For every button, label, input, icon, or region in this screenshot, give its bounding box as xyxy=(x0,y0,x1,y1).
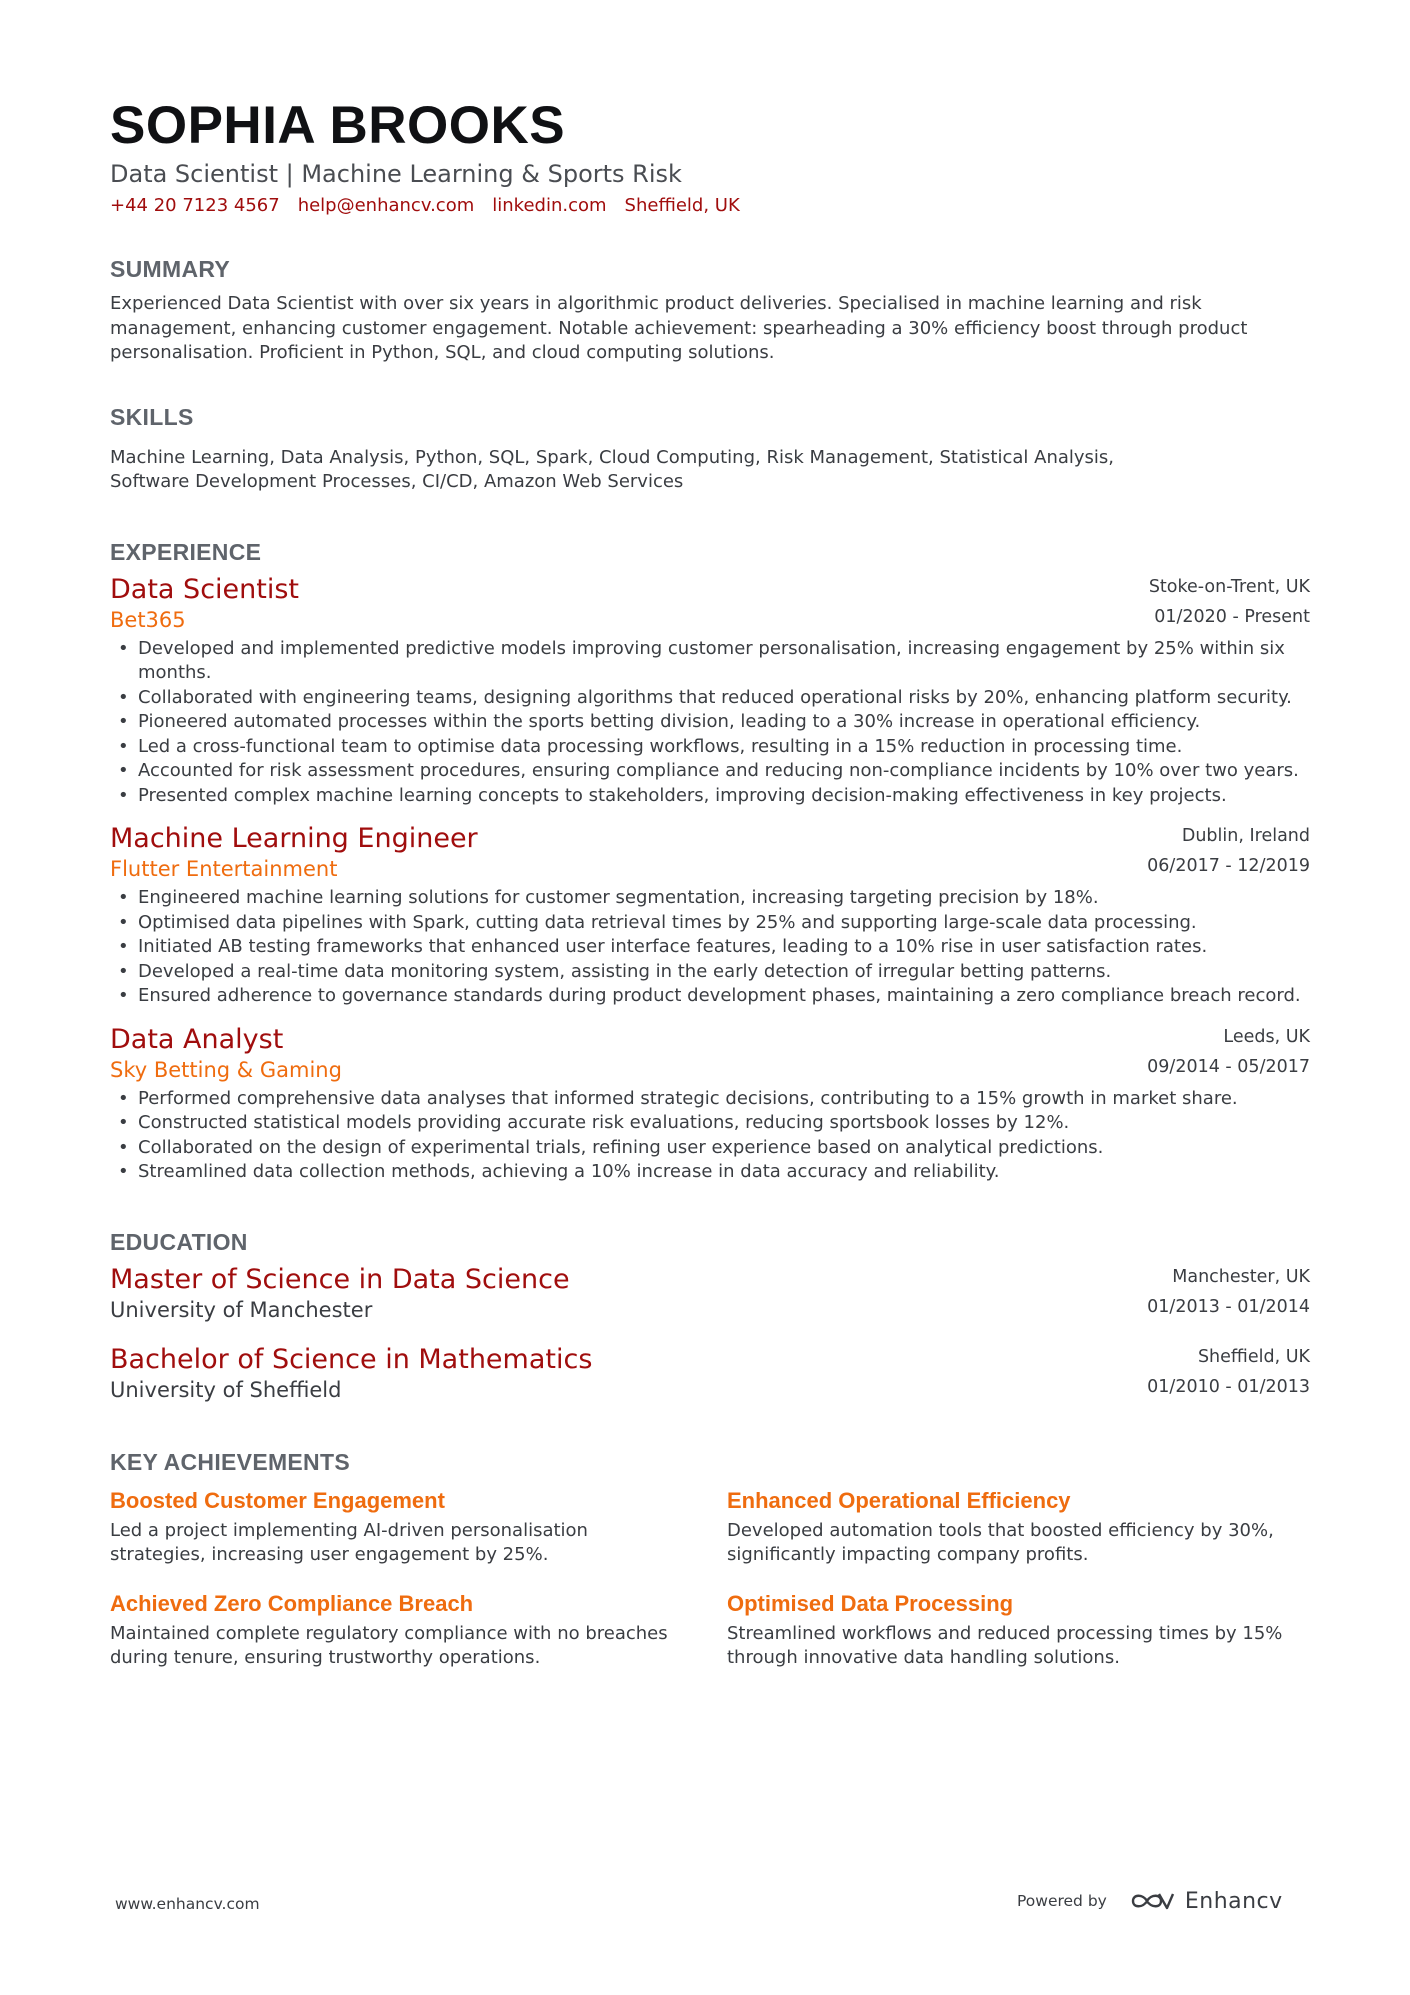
powered-by-label: Powered by xyxy=(1017,1892,1107,1910)
contact-row xyxy=(110,194,1310,218)
achievements-grid xyxy=(110,1487,1310,1671)
job-header xyxy=(110,822,1310,882)
education-school: University of Manchester xyxy=(110,1297,373,1322)
summary-text: Experienced Data Scientist with over six years in algorithmic product deliveries. Specialised in machine learning and risk management, enhancing customer engagement. Notable achievement: spearheading a 30% efficiency boost through product personalisation. Proficient in Python, SQL, and cloud computing solutions. xyxy=(110,293,1248,363)
achievement-desc: Led a project implementing AI-driven personalisation strategies, increasing user engagement by 25%. xyxy=(110,1519,588,1565)
job-location: Dublin, Ireland xyxy=(1181,826,1310,846)
education-dates: 01/2010 - 01/2013 xyxy=(1147,1376,1310,1397)
job-bullets xyxy=(110,1087,1310,1185)
achievement-desc: Streamlined workflows and reduced processing times by 15% through innovative data handling solutions. xyxy=(727,1622,1283,1668)
job-role: Machine Learning Engineer xyxy=(110,823,478,854)
footer-branding xyxy=(1017,1888,1283,1914)
job-bullets xyxy=(110,886,1310,1009)
job-bullet: • Ensured adherence to governance standards during product development phases, maintaining a zero compliance breach record. xyxy=(110,984,1310,1009)
summary-section xyxy=(110,254,1310,366)
contact-location: Sheffield, UK xyxy=(624,195,740,216)
job-bullet: • Initiated AB testing frameworks that enhanced user interface features, leading to a 10% rise in user satisfaction rates. xyxy=(110,935,1310,960)
education-school: University of Sheffield xyxy=(110,1377,342,1402)
candidate-title: Data Scientist | Machine Learning & Sports Risk xyxy=(110,160,682,188)
job-bullet: • Collaborated with engineering teams, designing algorithms that reduced operational risks by 20%, enhancing platform security. xyxy=(110,686,1310,711)
job-bullets xyxy=(110,637,1310,809)
job-bullet: • Presented complex machine learning concepts to stakeholders, improving decision-making effectiveness in key projects. xyxy=(110,784,1310,809)
brand-name: Enhancv xyxy=(1184,1888,1283,1914)
skills-section xyxy=(110,402,1310,495)
skills-list xyxy=(110,446,1310,495)
job-dates: 01/2020 - Present xyxy=(1154,606,1310,627)
job-company: Flutter Entertainment xyxy=(110,857,338,881)
education-section xyxy=(110,1227,1310,1405)
job-entry xyxy=(110,1023,1310,1185)
candidate-name: SOPHIA BROOKS xyxy=(110,96,566,155)
experience-section xyxy=(110,537,1310,1185)
education-entry xyxy=(110,1263,1310,1325)
job-bullet: • Developed and implemented predictive models improving customer personalisation, increasing engagement by 25% within six months. xyxy=(110,637,1310,686)
job-header xyxy=(110,1023,1310,1083)
education-location: Sheffield, UK xyxy=(1197,1346,1310,1367)
achievement-desc: Maintained complete regulatory compliance with no breaches during tenure, ensuring trustworthy operations. xyxy=(110,1622,668,1668)
job-dates: 06/2017 - 12/2019 xyxy=(1147,856,1310,876)
job-dates: 09/2014 - 05/2017 xyxy=(1147,1056,1310,1077)
job-header xyxy=(110,573,1310,633)
achievement-item xyxy=(727,1487,1310,1568)
job-entry xyxy=(110,822,1310,1009)
job-bullet: • Optimised data pipelines with Spark, cutting data retrieval times by 25% and supporting large-scale data processing. xyxy=(110,911,1310,936)
contact-phone[interactable]: +44 20 7123 4567 xyxy=(110,195,280,216)
enhancv-brand[interactable] xyxy=(1129,1888,1283,1914)
job-bullet: • Streamlined data collection methods, achieving a 10% increase in data accuracy and reliability. xyxy=(110,1160,1310,1185)
summary-heading: SUMMARY xyxy=(110,256,231,282)
experience-heading: EXPERIENCE xyxy=(110,538,262,565)
footer-website[interactable]: www.enhancv.com xyxy=(115,1895,260,1913)
job-bullet: • Pioneered automated processes within the sports betting division, leading to a 30% increase in operational efficiency. xyxy=(110,710,1310,735)
achievement-item xyxy=(110,1590,727,1671)
job-bullet: • Developed a real-time data monitoring system, assisting in the early detection of irregular betting patterns. xyxy=(110,960,1310,985)
resume-header xyxy=(110,94,1310,218)
contact-email[interactable]: help@enhancv.com xyxy=(297,195,475,216)
achievements-heading: KEY ACHIEVEMENTS xyxy=(110,1448,350,1475)
resume-page xyxy=(110,94,1310,1671)
education-dates: 01/2013 - 01/2014 xyxy=(1147,1296,1310,1317)
education-heading: EDUCATION xyxy=(110,1228,248,1255)
achievement-title: Optimised Data Processing xyxy=(727,1590,1014,1616)
job-bullet: • Accounted for risk assessment procedures, ensuring compliance and reducing non-compliance incidents by 10% over two years. xyxy=(110,759,1310,784)
job-bullet: • Collaborated on the design of experimental trials, refining user experience based on analytical predictions. xyxy=(110,1136,1310,1161)
job-bullet: • Led a cross-functional team to optimise data processing workflows, resulting in a 15% reduction in processing time. xyxy=(110,735,1310,760)
education-location: Manchester, UK xyxy=(1172,1266,1310,1287)
job-bullet: • Constructed statistical models providing accurate risk evaluations, reducing sportsbook losses by 12%. xyxy=(110,1111,1310,1136)
job-bullet: • Engineered machine learning solutions for customer segmentation, increasing targeting precision by 18%. xyxy=(110,886,1310,911)
contact-linkedin[interactable]: linkedin.com xyxy=(492,195,607,216)
job-company: Bet365 xyxy=(110,607,186,632)
job-bullet: • Performed comprehensive data analyses that informed strategic decisions, contributing to a 15% growth in market share. xyxy=(110,1087,1310,1112)
education-degree: Bachelor of Science in Mathematics xyxy=(110,1343,593,1375)
achievement-item xyxy=(727,1590,1310,1671)
achievements-section xyxy=(110,1447,1310,1671)
education-degree: Master of Science in Data Science xyxy=(110,1263,570,1295)
skills-line: Software Development Processes, CI/CD, Amazon Web Services xyxy=(110,471,684,492)
achievement-title: Boosted Customer Engagement xyxy=(110,1487,445,1513)
education-entry xyxy=(110,1343,1310,1405)
achievement-item xyxy=(110,1487,727,1568)
job-entry xyxy=(110,573,1310,809)
job-role: Data Scientist xyxy=(110,573,299,605)
skills-line: Machine Learning, Data Analysis, Python, SQL, Spark, Cloud Computing, Risk Management, Statistical Analysis, xyxy=(110,446,1115,468)
job-location: Stoke-on-Trent, UK xyxy=(1148,576,1310,597)
achievement-title: Enhanced Operational Efficiency xyxy=(727,1487,1071,1513)
job-company: Sky Betting & Gaming xyxy=(110,1057,342,1082)
achievement-title: Achieved Zero Compliance Breach xyxy=(110,1590,474,1616)
achievement-desc: Developed automation tools that boosted efficiency by 30%, significantly impacting company profits. xyxy=(727,1519,1274,1565)
job-location: Leeds, UK xyxy=(1223,1026,1310,1047)
skills-heading: SKILLS xyxy=(110,403,194,430)
job-role: Data Analyst xyxy=(110,1023,284,1055)
enhancv-logo-icon xyxy=(1129,1888,1175,1914)
